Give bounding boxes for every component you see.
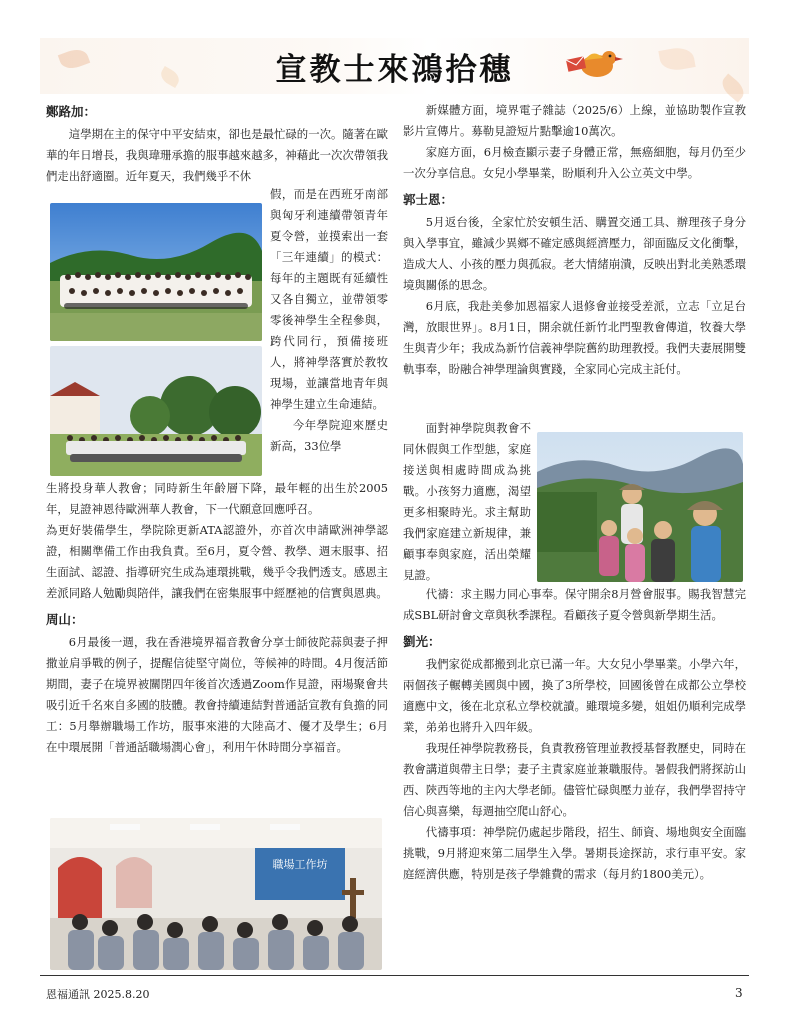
page-number: 3 bbox=[735, 986, 743, 1000]
paragraph: 我們家從成都搬到北京已滿一年。大女兒小學畢業。小學六年，兩個孩子輾轉美國與中國，換了3所學校，回國後曾在成都公立學校適應中文，後在北京私立學校就讀。雖環境多變，姐姐仍順利完成學業，弟弟也將升入四年級。 bbox=[403, 657, 746, 734]
paragraph: 我現任神學院教務長，負責教務管理並教授基督教歷史，同時在教會講道與帶主日學；妻子主責家庭並兼職服侍。暑假我們將探訪山西、陝西等地的主內大學老師。儘管忙碌與壓力並存，我們學習持守信心與喜樂，每週抽空爬山舒心。 bbox=[403, 741, 746, 818]
newsletter-issue-date: 恩福通訊 2025.8.20 bbox=[46, 988, 150, 1001]
left-column-top bbox=[46, 100, 388, 187]
paragraph: 新媒體方面，境界電子雜誌（2025/6）上線，並協助製作宣教影片宣傳片。募勒見證短片點擊逾10萬次。 bbox=[403, 103, 746, 138]
right-column-bottom bbox=[403, 584, 746, 885]
paragraph: 代禱：求主賜力同心事奉。保守開余8月營會服事。賜我智慧完成SBL研討會文章與秋季課程。看顧孩子夏令營與新學期生活。 bbox=[403, 587, 746, 622]
family-mountain-photo bbox=[537, 432, 743, 582]
paragraph: 6月最後一週，我在香港境界福音教會分享士師彼陀蒜與妻子押撒並肩爭戰的例子，提醒信徒堅守崗位，等候神的時間。4月復活節期間，妻子在境界被關閉四年後首次透過Zoom作見證，兩場聚會共吸引近千名來自多國的肢體。教會持續連結對普通話宣教有負擔的同工：5月舉辦職場工作坊，服事來港的大陸高才、優才及學生；6月在中環展開「普通話職場潤心會」，利用午休時間分享福音。 bbox=[46, 635, 388, 754]
missionary-name-zheng: 鄭路加： bbox=[46, 104, 97, 119]
paragraph: 為更好裝備學生，學院除更新ATA認證外，亦首次申請歐洲神學認證，相關準備工作由我負責。至6月，夏令營、教學、週末服事、招生面試、認證、指導研究生成為連環挑戰，幾乎令我們透支。感恩主差派同路人勉勵與陪伴，讓我們在密集服事中經歷祂的信實與恩典。 bbox=[46, 523, 388, 600]
left-column-beside-photos bbox=[270, 184, 388, 457]
group-outdoor-photo bbox=[50, 346, 262, 476]
missionary-name-guo: 郭士恩： bbox=[403, 192, 454, 207]
footer-divider bbox=[40, 975, 749, 976]
paragraph: 家庭方面，6月檢查顯示妻子身體正常，無癌細胞，每月仍至少一次分享信息。女兒小學畢業，盼順利升入公立英文中學。 bbox=[403, 145, 746, 180]
missionary-name-zhou: 周山： bbox=[46, 612, 84, 627]
youth-camp-group-photo bbox=[50, 203, 262, 341]
workplace-workshop-photo bbox=[50, 818, 382, 970]
page-title: 宣教士來鴻拾穗 bbox=[275, 52, 514, 88]
right-column-top bbox=[403, 100, 746, 380]
paragraph: 面對神學院與教會不同休假與工作型態，家庭接送與相處時間成為挑戰。小孩努力適應，渴望更多相聚時光。求主幫助我們家庭建立新規律，兼顧事奉與家庭，活出榮耀見證。 bbox=[403, 421, 531, 582]
paragraph: 假，而是在西班牙南部與匈牙利連續帶領青年夏令營，並摸索出一套「三年連續」的模式：每年的主題既有延續性又各自獨立，並帶領零零後神學生全程參與，跨代同行，預備接班人，將神學落實於教牧現場，並讓當地青年與神學生建立生命連結。 bbox=[270, 187, 388, 411]
bird-with-envelope-icon bbox=[563, 44, 623, 84]
paragraph: 代禱事項：神學院仍處起步階段，招生、師資、場地與安全面臨挑戰，9月將迎來第二屆學生入學。暑期長途探訪，求行車平安。家庭經濟供應，特別是孩子學雜費的需求（每月約1800美元）。 bbox=[403, 825, 746, 881]
paragraph: 6月底，我赴美參加恩福家人退修會並接受差派，立志「立足台灣，放眼世界」。8月1日，開余就任新竹北門聖教會傳道，牧養大學生與青少年；我成為新竹信義神學院舊約助理教授。我們夫妻展開雙軌事奉，盼融合神學理論與實踐，全家同心完成主託付。 bbox=[403, 299, 746, 376]
workshop-banner-text: 職場工作坊 bbox=[272, 858, 328, 871]
paragraph: 5月返台後，全家忙於安頓生活、購置交通工具、辦理孩子身分與入學事宜，雖減少異鄉不確定感與經濟壓力，卻面臨反文化衝擊，造成大人、小孩的壓力與孤寂。老大情緒崩潰，反映出對北美熟悉環境與關係的思念。 bbox=[403, 215, 746, 292]
missionary-name-liu: 劉光： bbox=[403, 634, 441, 649]
left-column-bottom bbox=[46, 478, 388, 758]
paragraph: 今年學院迎來歷史新高，33位學 bbox=[270, 418, 388, 453]
paragraph: 生將投身華人教會；同時新生年齡層下降，最年輕的出生於2005年，見證神恩待歐洲華人教會，下一代願意回應呼召。 bbox=[46, 481, 388, 516]
right-column-beside-photo bbox=[403, 418, 531, 586]
paragraph: 這學期在主的保守中平安結束，卻也是最忙碌的一次。隨著在歐華的年日增長，我與瑋珊承擔的服事越來越多，神藉此一次次帶領我們走出舒適圈。近年夏天，我們幾乎不休 bbox=[46, 127, 388, 183]
